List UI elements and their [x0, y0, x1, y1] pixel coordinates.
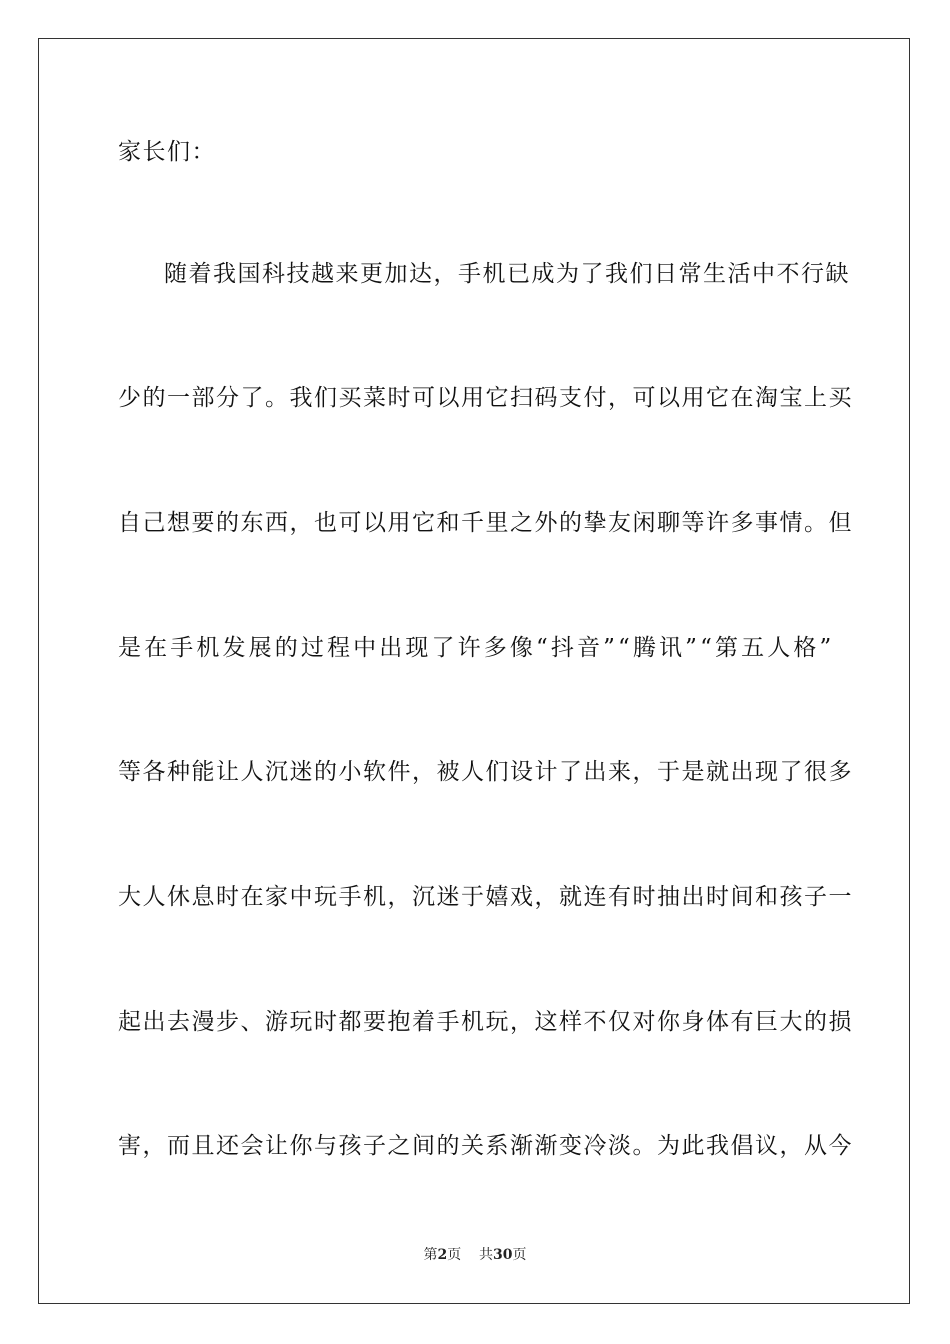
footer-page-suffix: 页 — [447, 1247, 462, 1263]
page-footer — [0, 1246, 950, 1264]
salutation: 家长们： — [118, 139, 216, 165]
page-border — [38, 38, 910, 1304]
paragraph-line-5: 等 各 种 能 让 人 沉 迷 的 小 软 件 ， 被 人 们 设 计 了 出 来 ， 于 是 就 出 现 了 很 多 — [118, 759, 853, 785]
paragraph-line-6: 大 人 休 息 时 在 家 中 玩 手 机 ， 沉 迷 于 嬉 戏 ， 就 连 有 时 抽 出 时 间 和 孩 子 一 — [118, 884, 853, 910]
paragraph-line-7: 起 出 去 漫 步 、 游 玩 时 都 要 抱 着 手 机 玩 ， 这 样 不 仅 对 你 身 体 有 巨 大 的 损 — [118, 1009, 853, 1035]
paragraph-line-3: 自 己 想 要 的 东 西 ， 也 可 以 用 它 和 千 里 之 外 的 挚 友 闲 聊 等 许 多 事 情 。 但 — [118, 510, 853, 536]
footer-total-prefix: 共 — [479, 1247, 494, 1263]
paragraph-line-1: 随 着 我 国 科 技 越 来 更 加 达 ， 手 机 已 成 为 了 我 们 日 常 生 活 中 不 行 缺 — [164, 261, 850, 287]
footer-total-pages: 30 — [493, 1247, 513, 1263]
paragraph-line-4: 是 在 手 机 发 展 的 过 程 中 出 现 了 许 多 像 “ 抖 音 ” “ 腾 讯 ” “ 第 五 人 格 ” — [118, 635, 833, 661]
paragraph-line-8: 害 ， 而 且 还 会 让 你 与 孩 子 之 间 的 关 系 渐 渐 变 冷 淡 。 为 此 我 倡 议 ， 从 今 — [118, 1133, 853, 1159]
footer-page-number: 2 — [437, 1247, 448, 1263]
footer-total-suffix: 页 — [512, 1247, 527, 1263]
footer-page-prefix: 第 — [423, 1247, 438, 1263]
paragraph-line-2: 少 的 一 部 分 了 。 我 们 买 菜 时 可 以 用 它 扫 码 支 付 ， 可 以 用 它 在 淘 宝 上 买 — [118, 385, 853, 411]
